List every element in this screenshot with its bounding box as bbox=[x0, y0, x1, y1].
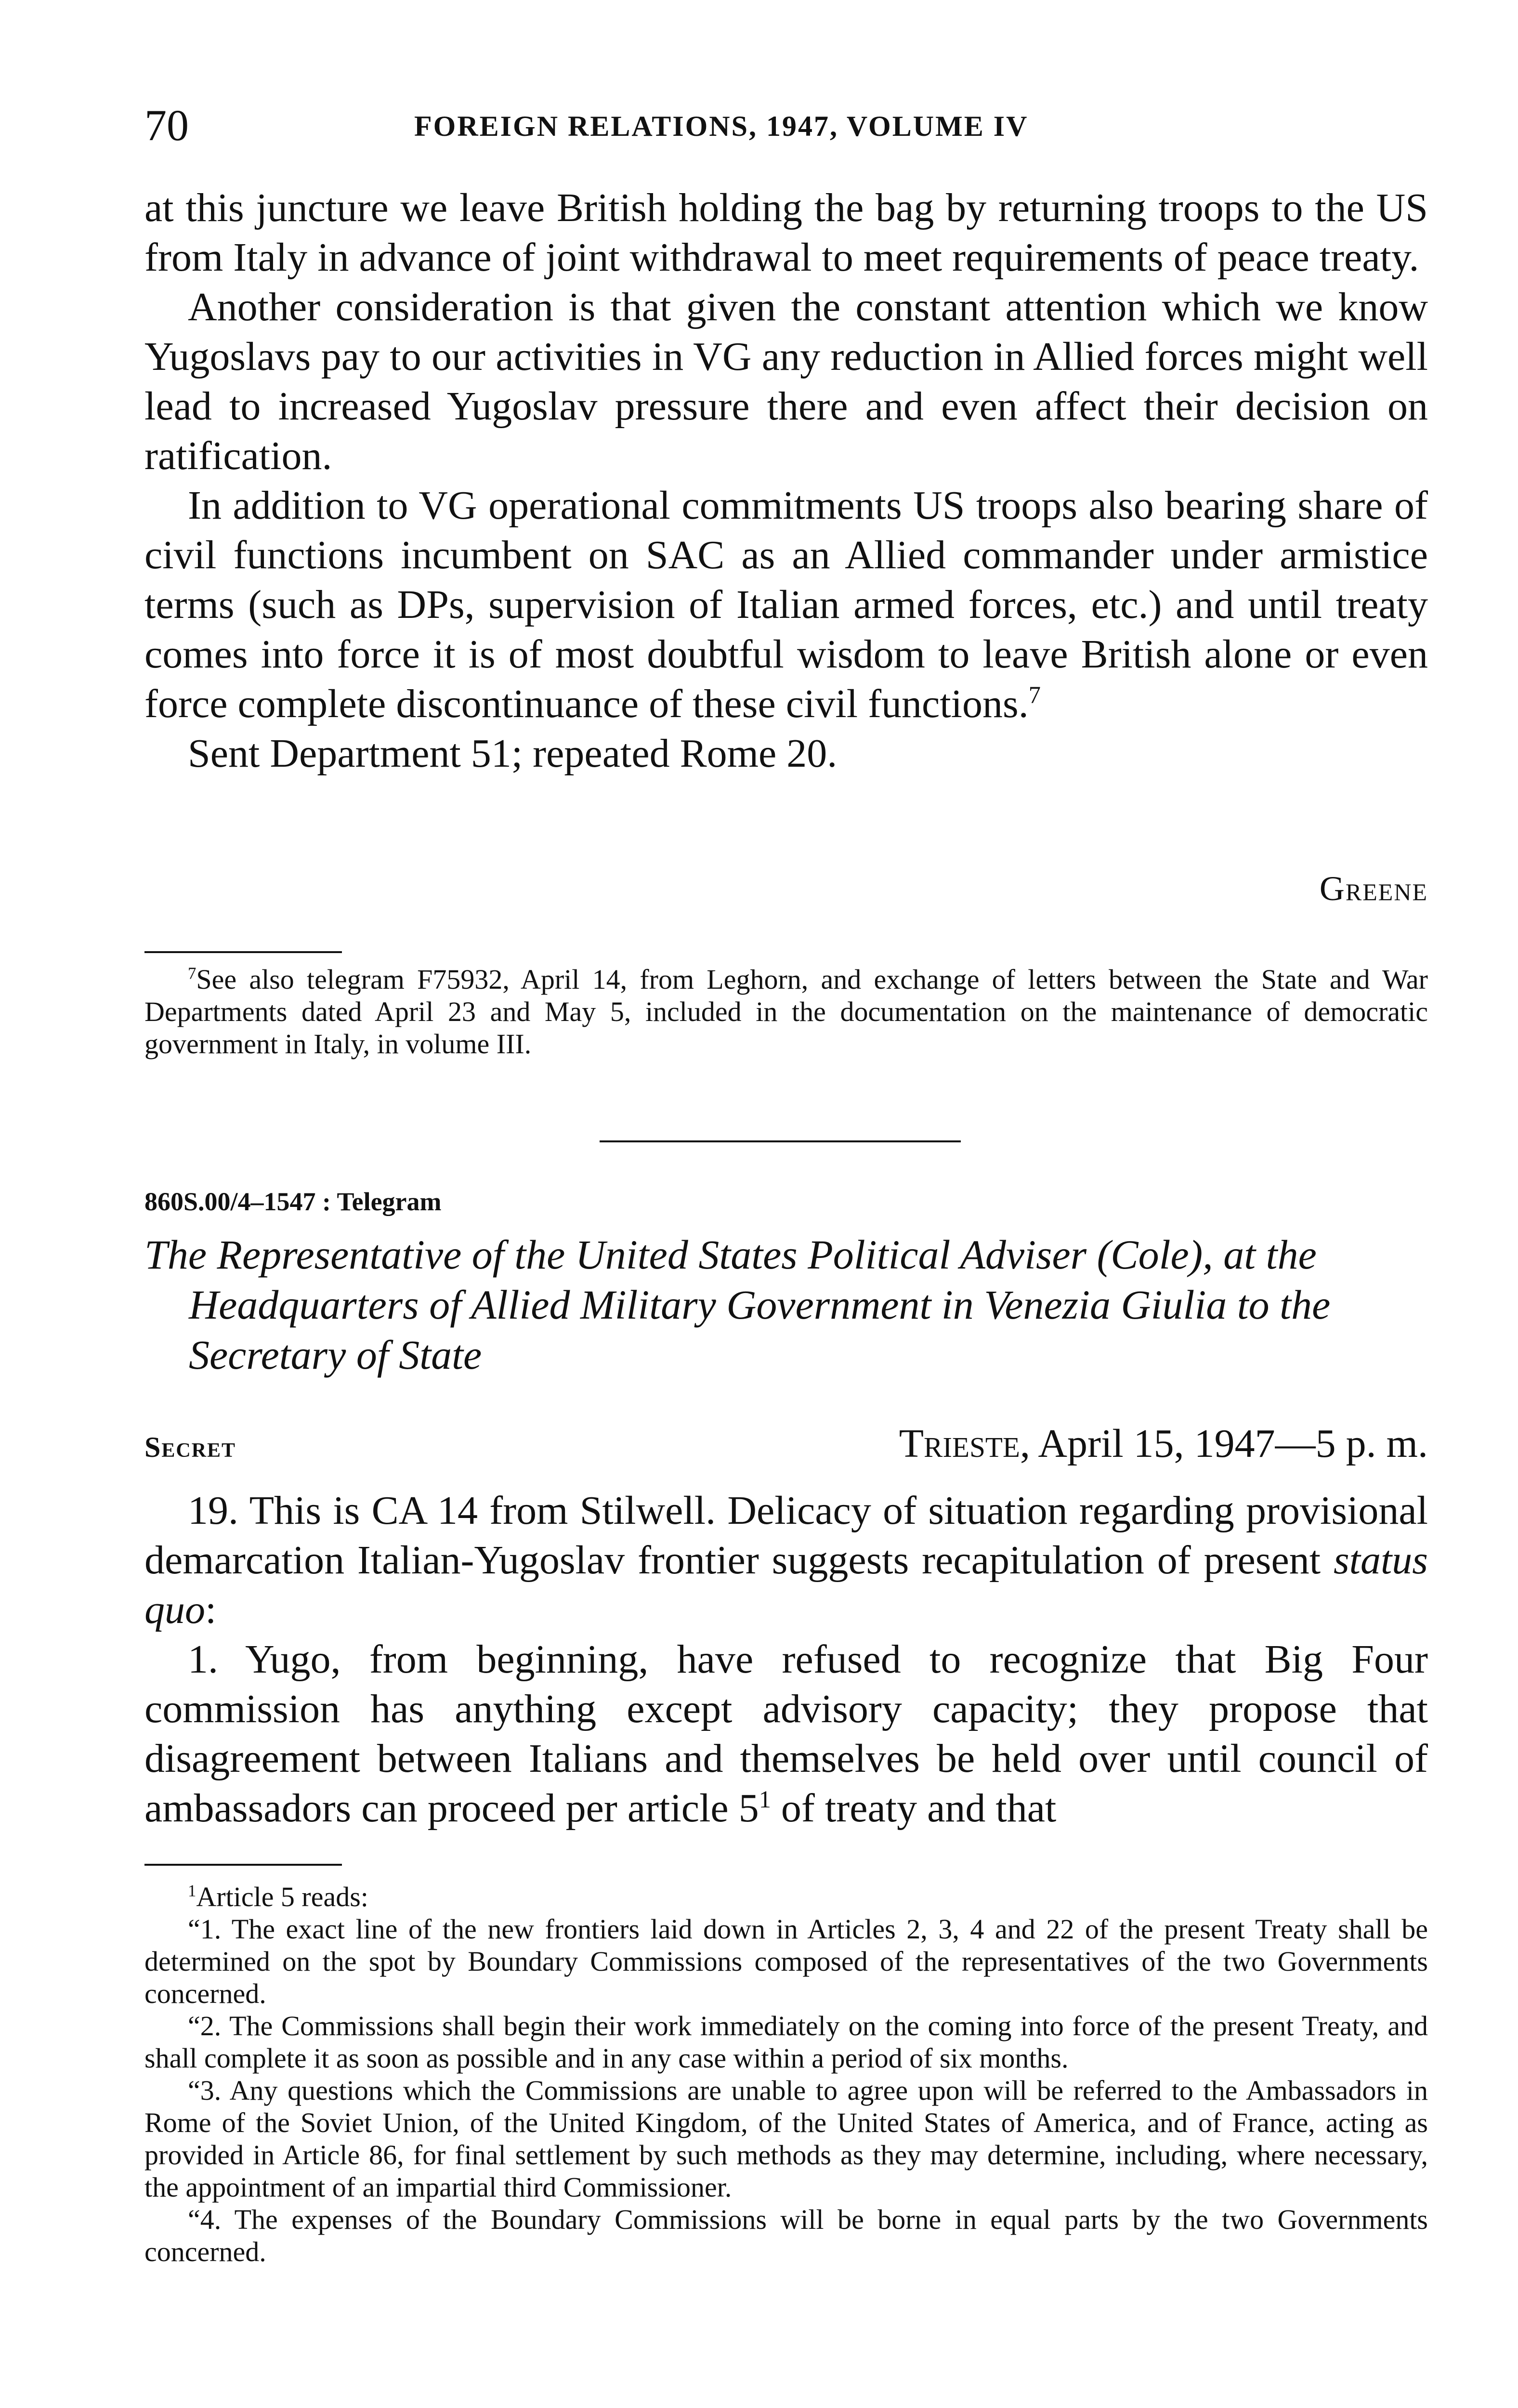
footnote-text bbox=[144, 963, 1428, 1060]
classification-label: Secret bbox=[144, 1431, 236, 1463]
paragraph-text: of treaty and that bbox=[771, 1786, 1057, 1831]
dateline-date: , April 15, 1947—5 p. m. bbox=[1020, 1421, 1428, 1466]
section-divider bbox=[600, 1140, 961, 1142]
footnote-divider bbox=[144, 951, 342, 953]
paragraph-italic: status quo bbox=[144, 1538, 1428, 1632]
telegram-body bbox=[144, 1486, 1428, 1833]
paragraph bbox=[144, 1486, 1428, 1635]
footnote-paragraph: “1. The exact line of the new frontiers laid down in Articles 2, 3, 4 and 22 of the present Treaty shall be determined on the spot by Boundary Commissions composed of the representatives of the two Governments concerned. bbox=[144, 1913, 1428, 2009]
footnote bbox=[144, 963, 1428, 1060]
footnote-paragraph: “2. The Commissions shall begin their work immediately on the coming into force of the present Treaty, and shall complete it as soon as possible and in any case within a period of six months. bbox=[144, 2010, 1428, 2074]
footnote-body: Article 5 reads: bbox=[196, 1881, 368, 1912]
paragraph: at this juncture we leave British holding the bag by returning troops to the US from Italy in advance of joint withdrawal to meet requirements of peace treaty. bbox=[144, 185, 1428, 280]
paragraph-text: In addition to VG operational commitments US troops also bearing share of civil functions incumbent on SAC as an Allied commander under armistice terms (such as DPs, supervision of Italian armed forces, etc.) and until treaty comes into force it is of most doubtful wisdom to leave British alone or even force complete discontinuance of these civil functions. bbox=[144, 483, 1428, 726]
paragraph-text: 19. This is CA 14 from Stilwell. Delicacy of situation regarding provisional demarcation Italian-Yugoslav frontier suggests recapitulation of present bbox=[144, 1488, 1428, 1583]
previous-telegram-body bbox=[144, 183, 1428, 778]
footnote-intro bbox=[144, 1881, 1428, 1913]
running-title: FOREIGN RELATIONS, 1947, VOLUME IV bbox=[414, 110, 1029, 142]
paragraph-text: 1. Yugo, from beginning, have refused to recognize that Big Four commission has anything except advisory capacity; they propose that disagreement between Italians and themselves be held over until council of ambassadors can proceed per article 5 bbox=[144, 1637, 1428, 1831]
file-number: 860S.00/4–1547 : Telegram bbox=[144, 1187, 442, 1216]
paragraph: Another consideration is that given the constant attention which we know Yugoslavs pay to our activities in VG any reduction in Allied forces might well lead to increased Yugoslav pressure there and even affect their decision on ratification. bbox=[144, 285, 1428, 478]
signature: Greene bbox=[1319, 869, 1428, 908]
page-number: 70 bbox=[144, 101, 189, 150]
dateline bbox=[899, 1420, 1428, 1468]
footnote-body: See also telegram F75932, April 14, from Leghorn, and exchange of letters between the State and War Departments dated April 23 and May 5, included in the documentation on the maintenance of democratic government in Italy, in volume III. bbox=[144, 964, 1428, 1060]
footnote-paragraph: “3. Any questions which the Commissions are unable to agree upon will be referred to the Ambassadors in Rome of the Soviet Union, of the United Kingdom, of the United States of America, and of France, acting as provided in Article 86, for final settlement by such methods as they may determine, including, where necessary, the appointment of an impartial third Commissioner. bbox=[144, 2075, 1428, 2203]
footnote-reference[interactable]: 1 bbox=[759, 1786, 771, 1813]
document-title: The Representative of the United States Political Adviser (Cole), at the Headquarters of Allied Military Government in Venezia Giulia to the Secretary of State bbox=[144, 1231, 1331, 1378]
footnote-paragraph: “4. The expenses of the Boundary Commissions will be borne in equal parts by the two Governments concerned. bbox=[144, 2204, 1428, 2267]
dateline-place: Trieste bbox=[899, 1421, 1020, 1466]
paragraph: Sent Department 51; repeated Rome 20. bbox=[188, 731, 838, 776]
footnote-reference[interactable]: 7 bbox=[1028, 681, 1041, 708]
footnote bbox=[144, 1881, 1428, 2268]
footnote-marker: 7 bbox=[188, 964, 196, 983]
footnote-marker: 1 bbox=[188, 1881, 196, 1900]
paragraph bbox=[144, 1635, 1428, 1833]
paragraph-text: : bbox=[205, 1587, 217, 1632]
footnote-divider bbox=[144, 1864, 342, 1866]
paragraph bbox=[144, 481, 1428, 729]
